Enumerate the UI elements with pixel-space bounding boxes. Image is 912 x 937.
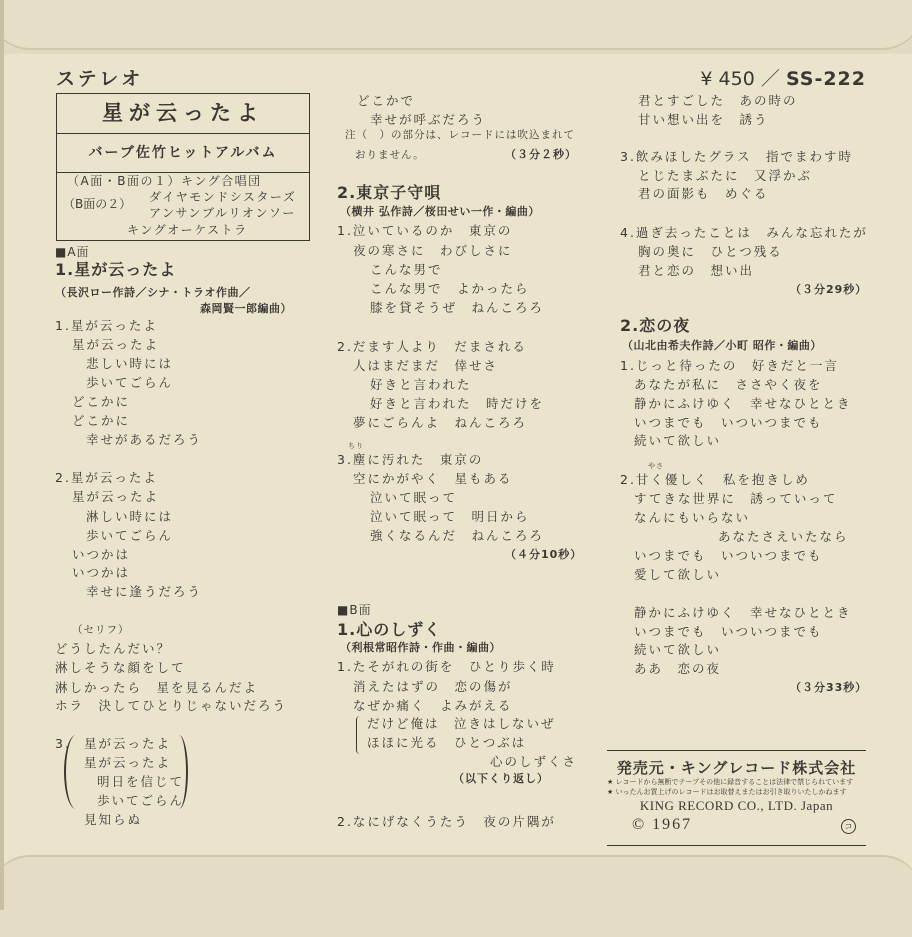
right-lyric-line: 静かにふけゆく 幸せなひととき [634,605,852,620]
king-mark: コ [841,819,856,834]
left-lyric-line: 明日を信じて [97,774,185,789]
middle-lyric-line: 膝を貸そうぜ ねんころろ [370,300,545,315]
middle-lyric-line: 夜の寒さに わびしさに [353,243,513,258]
middle-lyric-line: 泣いて眠って [370,490,458,505]
middle-duration: （４分10秒） [505,548,583,561]
company-name: KING RECORD CO., LTD. Japan [639,798,834,813]
middle-lyric-line: 好きと言われた 時だけを [370,396,545,411]
right-lyric-line: 愛して欲しい [634,567,722,582]
middle-lyric-line: おりません。 [355,149,425,161]
right-song-credit: （山北由希夫作詩／小町 昭作・編曲） [622,339,822,352]
middle-lyric-line: 心のしずくさ [490,754,578,769]
middle-lyric-line: だけど俺は 泣きはしないぜ [367,716,556,731]
price-catalog [700,64,866,91]
left-lyric-line: いつかは [72,547,131,562]
left-lyric-line: ホラ 決してひとりじゃないだろう [55,698,288,713]
right-lyric-line: 君とすごした あの時の [638,93,798,108]
sleeve-edge [0,0,4,910]
right-lyric-line: いつまでも いついつまでも [634,624,823,639]
credit-b2: アンサンブルリオンソー [149,206,296,220]
left-lyric-line: 悲しい時には [86,356,174,371]
middle-lyric-line: 泣いて眠って 明日から [370,509,530,524]
footer-rule-bottom [607,845,866,846]
left-lyric-line: 見知らぬ [84,812,143,827]
right-lyric-line: あなたが私に ささやく夜を [634,377,823,392]
right-duration: （３分29秒） [790,283,868,296]
right-lyric-line: ああ 恋の夜 [634,661,722,676]
middle-lyric-line: 人はまだまだ 倖せさ [353,358,499,373]
left-lyric-line: 2.星が云ったよ [55,470,158,485]
middle-song-credit: （利根常昭作詩・作曲・編曲） [340,641,501,654]
left-lyric-line: （セリフ） [72,624,130,636]
price: ¥ 450 [700,68,755,90]
publisher: 発売元・キングレコード株式会社 [616,759,857,777]
left-lyric-line: 歩いてごらん [86,528,174,543]
title-box [56,93,310,241]
middle-lyric-line: こんな男で よかったら [370,281,530,296]
middle-lyric-line: 2.なにげなくうたう 夜の片隅が [337,814,556,829]
left-side-label: ■A面 [55,245,90,259]
middle-duration: （以下くり返し） [453,772,549,785]
left-lyric-line: 3. [55,736,71,751]
catalog-number: SS-222 [785,68,866,90]
separator: ／ [760,68,780,90]
middle-lyric-line: 注（ ）の部分は、レコードには吹込まれて [345,129,575,141]
credit-b1: ダイヤモンドシスターズ [149,190,297,204]
footer-rule-top [607,750,866,751]
left-song-credit: （長沢ロー作詩／シナ・トラオ作曲／ [55,286,251,299]
right-lyric-line: 君の面影も めぐる [638,186,769,201]
right-lyric-line: 静かにふけゆく 幸せなひととき [634,396,852,411]
repeat-brace [356,716,363,754]
right-lyric-line: 甘い想い出を 誘う [638,112,769,127]
right-lyric-line: 胸の奥に ひとつ残る [638,244,783,259]
middle-song-title: 1.心のしずく [337,620,442,639]
middle-song-credit: （横井 弘作詩／桜田せい一作・編曲） [340,205,540,218]
middle-lyric-line: ほほに光る ひとつぶは [367,735,527,750]
right-lyric-line: すてきな世界に 誘っていって [634,491,838,506]
left-lyric-line: 1.星が云ったよ [55,318,158,333]
right-lyric-line: あなたさえいたなら [718,529,849,544]
left-lyric-line: 幸せに逢うだろう [86,584,203,599]
middle-lyric-line: 幸せが呼ぶだろう [370,112,487,127]
album-title: 星が云ったよ [57,94,309,134]
stereo-label: ステレオ [56,68,144,90]
left-lyric-line: 歩いてごらん [97,793,185,808]
left-lyric-line: 星が云ったよ [84,736,172,751]
middle-duration: （３分２秒） [505,148,577,161]
middle-lyric-line: 好きと言われた [370,377,472,392]
left-song-credit: 森岡賢一郎編曲） [200,302,292,315]
middle-lyric-line: 消えたはずの 恋の傷が [353,679,513,694]
middle-lyric-line: 2.だます人より だまされる [337,339,527,354]
right-lyric-line: 続いて欲しい [634,642,722,657]
bottom-flap [0,855,912,937]
left-lyric-line: 歩いてごらん [86,375,174,390]
album-subtitle: バーブ佐竹ヒットアルバム [57,134,309,173]
left-lyric-line: 星が云ったよ [84,755,172,770]
right-lyric-line: 続いて欲しい [634,433,722,448]
left-lyric-line: どうしたんだい？ [55,641,172,656]
middle-lyric-line: 夢にごらんよ ねんころろ [353,415,528,430]
left-lyric-line: いつかは [72,565,131,580]
middle-lyric-line: 空にかがやく 星もある [353,471,513,486]
credit-b-label: （B面の２） [63,197,132,211]
right-lyric-line: 1.じっと待ったの 好きだと一言 [620,358,839,373]
notice-1: ★ レコードから無断でテープその他に録音することは法律で禁じられています [607,778,854,786]
middle-lyric-line: 強くなるんだ ねんころろ [370,528,545,543]
middle-lyric-line: 1.泣いているのか 東京の [337,223,513,238]
left-lyric-line: 淋しかったら 星を見るんだよ [55,680,259,695]
left-lyric-line: 星が云ったよ [72,489,160,504]
left-lyric-line: 幸せがあるだろう [86,432,203,447]
left-song-title: 1.星が云ったよ [55,260,177,279]
left-lyric-line: どこかに [72,394,131,409]
middle-lyric-line: こんな男で [370,262,443,277]
left-lyric-line: 星が云ったよ [72,337,160,352]
right-lyric-line: 2.甘く優しく 私を抱きしめ [620,472,810,487]
notice-2: ★ いったんお買上げのレコードはお取替えまたはお引き取りいたしかねます [607,788,847,796]
right-lyric-line: とじたまぶたに 又浮かぶ [638,168,813,183]
right-lyric-line: 3.飲みほしたグラス 指でまわす時 [620,149,854,164]
copyright: © 1967 [632,816,693,833]
left-lyric-line: 淋しい時には [86,509,174,524]
right-lyric-line: いつまでも いついつまでも [634,415,823,430]
right-lyric-line: なんにもいらない [634,510,751,525]
credit-orchestra: キングオーケストラ [127,223,248,237]
top-flap [0,0,912,54]
ruby-yasa: やさ [648,462,664,470]
right-lyric-line: 君と恋の 想い出 [638,263,755,278]
credit-a: （A面・B面の１）キング合唱団 [67,174,262,188]
middle-side-label: ■B面 [337,603,372,617]
right-duration: （３分33秒） [790,681,868,694]
right-lyric-line: いつまでも いついつまでも [634,548,823,563]
middle-song-title: 2.東京子守唄 [337,183,442,202]
middle-lyric-line: どこかで [357,93,416,108]
right-lyric-line: 4.過ぎ去ったことは みんな忘れたが [620,225,868,240]
right-song-title: 2.恋の夜 [620,316,691,335]
top-flap-edge [0,0,912,50]
performer-credits [57,173,309,239]
middle-lyric-line: なぜか痛く よみがえる [353,698,513,713]
middle-lyric-line: 3.塵に汚れた 東京の [337,452,484,467]
ruby-chiri: ちり [348,442,364,450]
middle-lyric-line: 1.たそがれの街を ひとり歩く時 [337,659,556,674]
left-lyric-line: どこかに [72,413,131,428]
left-lyric-line: 淋しそうな顔をして [55,660,186,675]
